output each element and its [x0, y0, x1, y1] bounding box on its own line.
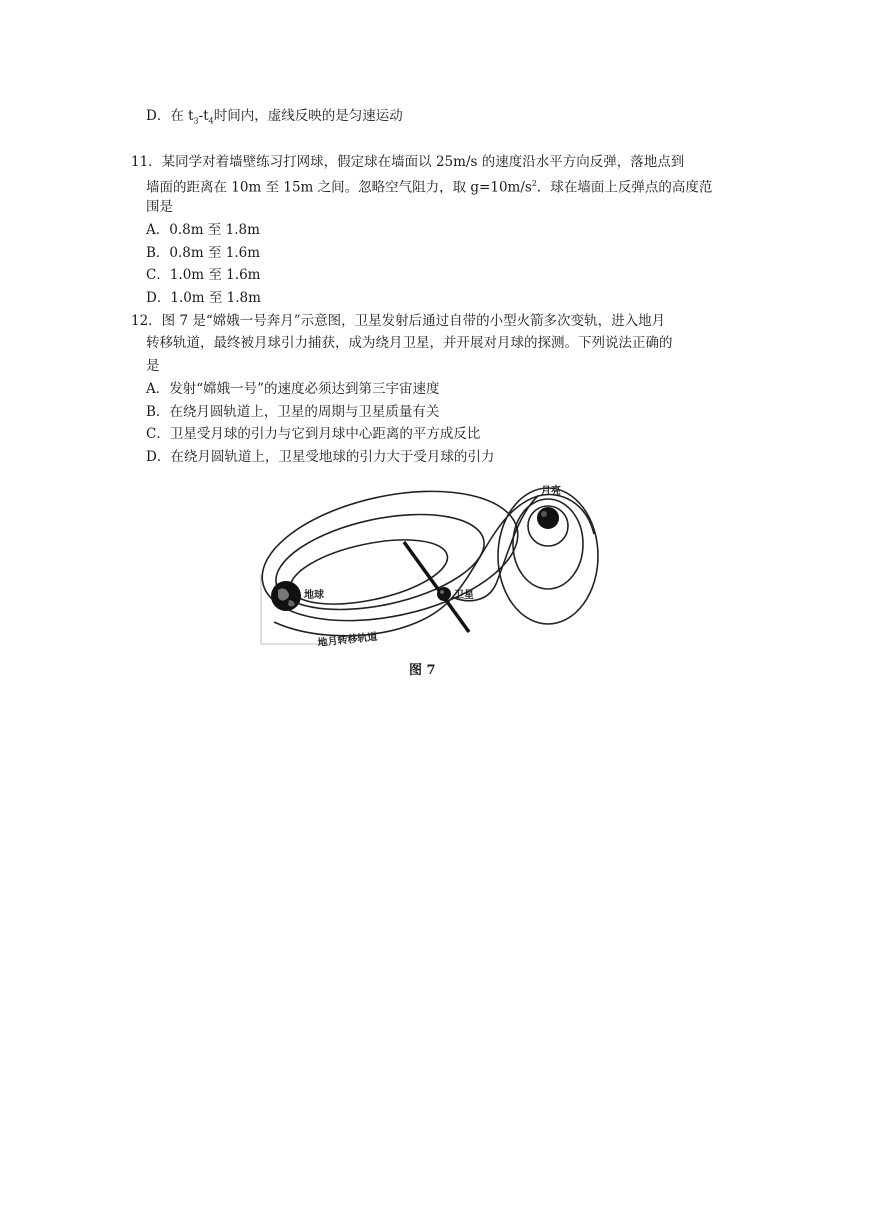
q11-option-b: B．0.8m 至 1.6m: [146, 245, 261, 261]
q10-option-d: D．在 $t_3-t_4$时间内，虚线反映的是匀速运动: [146, 108, 403, 126]
q12-option-a: A．发射“嫦娥一号”的速度必须达到第三宇宙速度: [146, 381, 440, 397]
earth-label: 地球: [304, 590, 324, 601]
q11-stem-line2: 墙面的距离在 10m 至 15m 之间。忽略空气阻力，取 $g=10m/s^2$．球在墙面上反弹点的高度范: [146, 179, 713, 196]
figure-caption: 图 7: [409, 663, 436, 678]
earth-moon-transfer-diagram: [256, 474, 606, 656]
q11-stem-line1: 11．某同学对着墙壁练习打网球，假定球在墙面以 25m/s 的速度沿水平方向反弹，落地点到: [131, 154, 685, 170]
earth-icon: [271, 581, 301, 611]
transfer-orbit-label: 地月转移轨道: [317, 631, 378, 649]
q12-stem-line3: 是: [146, 358, 160, 374]
q12-stem-line1: 12．图 7 是“嫦娥一号奔月”示意图，卫星发射后通过自带的小型火箭多次变轨，进入地月: [131, 313, 666, 329]
q12-option-b: B．在绕月圆轨道上，卫星的周期与卫星质量有关: [146, 404, 440, 420]
q12-option-d: D．在绕月圆轨道上，卫星受地球的引力大于受月球的引力: [146, 449, 495, 465]
transfer-trajectory-inner: [452, 496, 538, 601]
q11-stem-line3: 围是: [146, 199, 173, 215]
earth-orbit-3: [256, 474, 530, 642]
q12-stem-line2: 转移轨道，最终被月球引力捕获，成为绕月卫星，并开展对月球的探测。下列说法正确的: [146, 335, 673, 351]
q11-option-d: D．1.0m 至 1.8m: [146, 290, 261, 306]
satellite-label: 卫星: [454, 590, 474, 601]
moon-icon: [537, 507, 559, 529]
q12-option-c: C．卫星受月球的引力与它到月球中心距离的平方成反比: [146, 426, 481, 442]
earth-orbit-2: [267, 498, 492, 626]
q11-option-c: C．1.0m 至 1.6m: [146, 267, 261, 283]
moon-label: 月亮: [541, 486, 561, 497]
q11-option-a: A．0.8m 至 1.8m: [146, 222, 260, 238]
